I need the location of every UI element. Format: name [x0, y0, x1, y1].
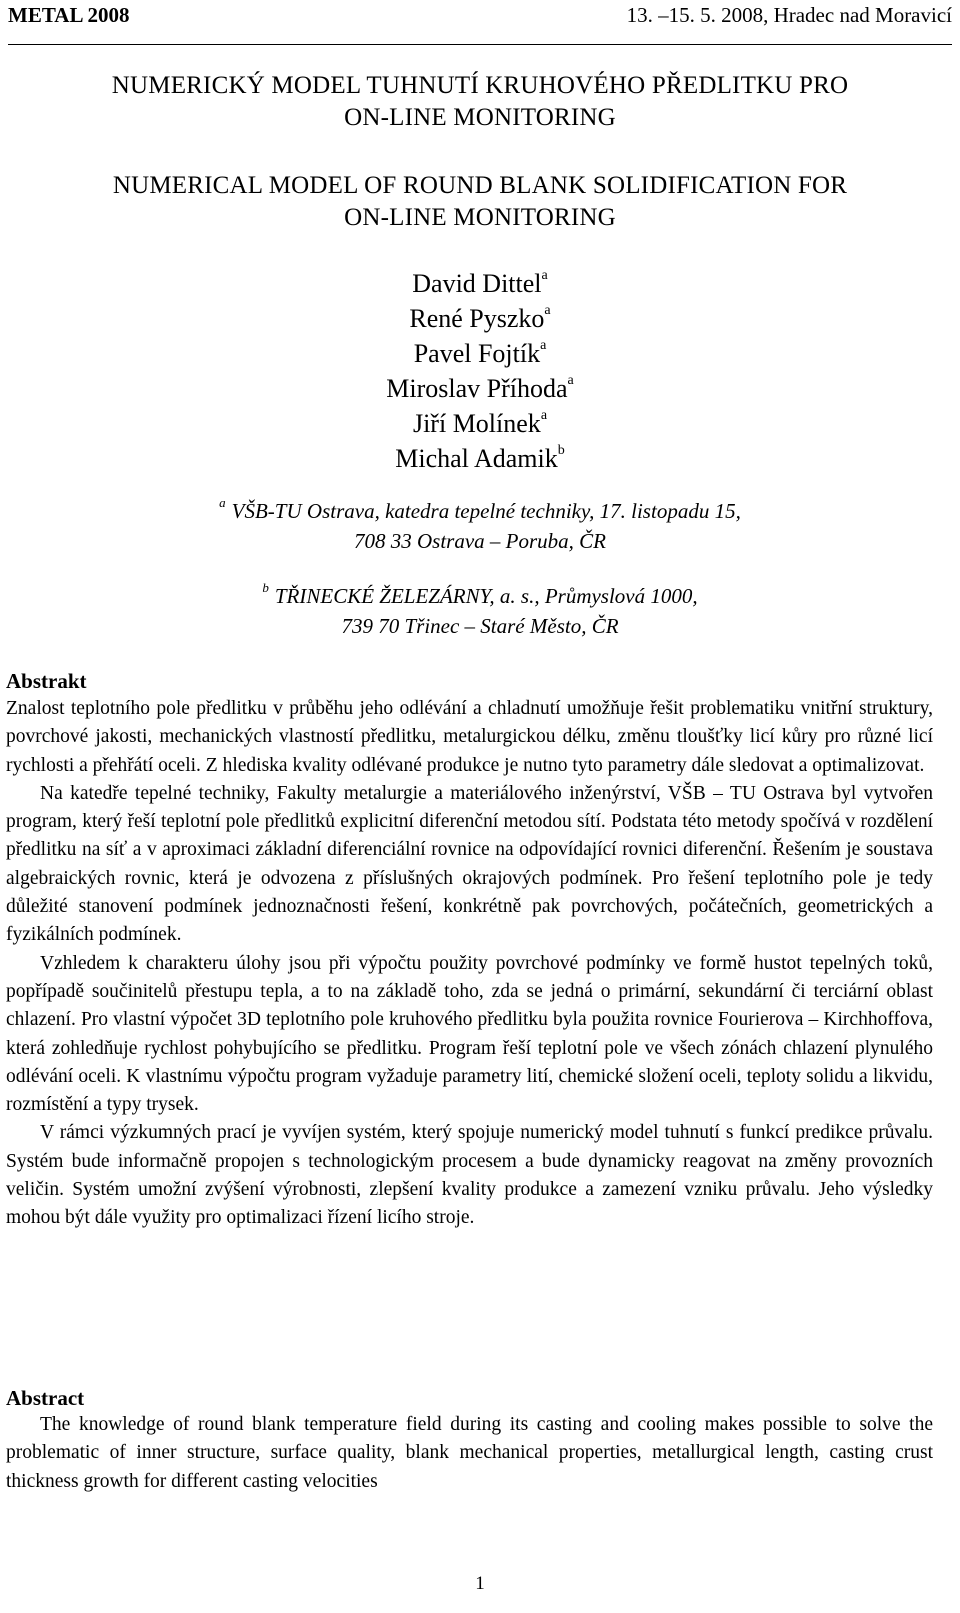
abstrakt-paragraph: Znalost teplotního pole předlitku v průběhu jeho odlévání a chladnutí umožňuje řešit problematiku vnitřní struktury, povrchové jakosti, mechanických vlastností předlitku, metalurgickou délku, změnu tloušťky licí kůry pro různé licí rychlosti a přehřátí oceli. Z hlediska kvality odlévané produkce je nutno tyto parametry dále sledovat a optimalizovat. — [6, 698, 933, 776]
affiliation-address: VŠB-TU Ostrava, katedra tepelné techniky, 17. listopadu 15, — [231, 499, 741, 523]
abstrakt-paragraph: V rámci výzkumných prací je vyvíjen systém, který spojuje numerický model tuhnutí s funkcí predikce průvalu. Systém bude informačně propojen s technologickým procesem a bude dynamicky reagovat na změny provozních veličin. Systém umožní zvýšení výrobnosti, zlepšení kvality produkce a zamezení vzniku průvalu. Jeho výsledky mohou být dále využity pro optimalizaci řízení licího stroje. — [6, 1122, 933, 1229]
author-affiliation-mark: b — [557, 443, 565, 458]
author-name: René Pyszko — [409, 304, 545, 333]
running-header — [8, 2, 952, 28]
title-czech — [0, 70, 960, 134]
affiliation-b — [0, 581, 960, 641]
author-name: David Dittel — [412, 269, 542, 298]
abstrakt-body — [6, 695, 933, 1233]
title-czech-line-1: NUMERICKÝ MODEL TUHNUTÍ KRUHOVÉHO PŘEDLITKU PRO — [111, 72, 849, 99]
affiliation-line — [0, 496, 960, 526]
abstrakt-heading: Abstrakt — [6, 669, 87, 693]
abstrakt-paragraph: Na katedře tepelné techniky, Fakulty metalurgie a materiálového inženýrství, VŠB – TU Ostrava byl vytvořen program, který řeší teplotní pole předlitků explicitní diferenční metodou sítí. Podstata této metody spočívá v rozdělení předlitku na síť a v aproximaci základní diferenciální rovnice na odpovídající rovnici diferenční. Řešením je soustava algebraických rovnic, která je odvozena z příslušných okrajových podmínek. Pro řešení teplotního pole je tedy důležité stanovení podmínek jednoznačnosti řešení, konkrétně pak povrchových, počátečních, geometrických a fyzikálních podmínek. — [6, 782, 933, 946]
author — [0, 406, 960, 441]
abstract-heading: Abstract — [6, 1386, 85, 1410]
abstract-paragraph: The knowledge of round blank temperature field during its casting and cooling makes possible to solve the problematic of inner structure, surface quality, blank mechanical properties, metallurgical length, casting crust thickness growth for different casting velocities — [6, 1414, 933, 1492]
author — [0, 301, 960, 336]
affiliation-line — [0, 581, 960, 611]
affiliation-mark: a — [219, 495, 226, 510]
title-english — [0, 170, 960, 234]
conference-name: METAL 2008 — [8, 3, 130, 27]
author-name: Jiří Molínek — [412, 409, 541, 438]
title-czech-line-2: ON-LINE MONITORING — [344, 104, 616, 131]
author-name: Miroslav Příhoda — [386, 374, 568, 403]
page-number: 1 — [475, 1573, 485, 1594]
title-english-line-1: NUMERICAL MODEL OF ROUND BLANK SOLIDIFICATION FOR — [112, 172, 848, 199]
title-english-line-2: ON-LINE MONITORING — [344, 204, 616, 231]
abstract-body — [6, 1411, 933, 1496]
author — [0, 371, 960, 406]
header-rule — [8, 44, 952, 45]
author — [0, 266, 960, 301]
author-affiliation-mark: a — [540, 408, 548, 423]
abstrakt-paragraph: Vzhledem k charakteru úlohy jsou při výpočtu použity povrchové podmínky ve formě hustot tepelných toků, popřípadě součinitelů přestupu tepla, a to na základě toho, zda se jedná o primární, sekundární či terciární oblast chlazení. Pro vlastní výpočet 3D teplotního pole kruhového předlitku byla použita rovnice Fourierova – Kirchhoffova, která zohledňuje rychlost pohybujícího se předlitku. Program řeší teplotní pole ve všech zónách chlazení plynulého odlévání oceli. K vlastnímu výpočtu program vyžaduje parametry lití, chemické složení oceli, teploty solidu a likvidu, rozmístění a typy trysek. — [6, 952, 933, 1116]
author-affiliation-mark: a — [567, 373, 574, 388]
affiliation-city: 708 33 Ostrava – Poruba, ČR — [354, 529, 606, 553]
author-list — [0, 266, 960, 476]
conference-dates-place: 13. –15. 5. 2008, Hradec nad Moravicí — [626, 3, 952, 27]
author-name: Michal Adamik — [395, 444, 558, 473]
affiliation-mark: b — [262, 580, 269, 595]
author-name: Pavel Fojtík — [413, 339, 541, 368]
author-affiliation-mark: a — [544, 303, 551, 318]
author-affiliation-mark: a — [540, 338, 547, 353]
author — [0, 336, 960, 371]
affiliation-city: 739 70 Třinec – Staré Město, ČR — [341, 614, 619, 638]
affiliation-a — [0, 496, 960, 556]
author-affiliation-mark: a — [541, 268, 548, 283]
author — [0, 441, 960, 476]
affiliation-address: TŘINECKÉ ŽELEZÁRNY, a. s., Průmyslová 1000, — [274, 584, 698, 608]
